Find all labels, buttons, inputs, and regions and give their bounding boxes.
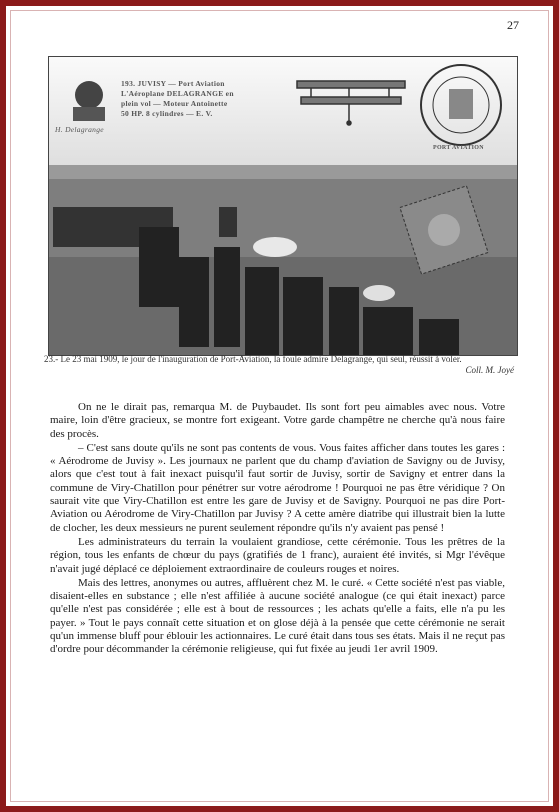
postmark-icon [421, 65, 501, 145]
photo-caption [44, 354, 516, 375]
paragraph-1: On ne le dirait pas, remarqua M. de Puybaudet. Ils sont fort peu aimables avec nous. Votre maire, loin d'être gracieux, se montre fort exigeant. Votre garde champêtre ne cherche qu'à nous faire des procès. [50, 401, 505, 440]
body-text [50, 401, 505, 658]
postcard-signature: H. Delagrange [55, 125, 104, 134]
paragraph-4: Mais des lettres, anonymes ou autres, affluèrent chez M. le curé. « Cette société n'est pas viable, disaient-elles en substance ; elle n'est affiliée à aucune société analogue (ce qui était inexact) parce qu'elle n'est pas considérée ; elle est à bout de ressources ; les achats qu'elle a faits, elle n'a pu les payer. » Tout le pays connaît cette situation et on glose déjà à la pensée que cette cérémonie ne serait qu'un immense bluff pour éblouir les actionnaires. Le curé était dans tous ses états. Mais il ne reçut pas d'ordre pour décommander la cérémonie religieuse, qui fut fixée au jeudi 1er avril 1909. [50, 576, 505, 656]
postmark-label: PORT AVIATION [433, 145, 484, 151]
postcard-photo [48, 56, 518, 356]
page-number: 27 [507, 18, 519, 32]
postcard-text-line2: L'Aéroplane DELAGRANGE en [121, 89, 234, 98]
postcard-image [49, 57, 517, 355]
portrait-icon [73, 81, 105, 121]
paragraph-2: – C'est sans doute qu'ils ne sont pas contents de vous. Vous faites afficher dans toutes les gares : « Aérodrome de Juvisy ». Les journaux ne parlent que du champ d'aviation de Savigny ou de Juvisy, alors que c'est tout à fait inexact puisqu'il faut sortir de Juvisy, sortir de Savigny et entrer dans la commune de Viry-Chatillon pour pénétrer sur votre aérodrome ! Pourquoi ne pas être véridique ? On saurait vite que Viry-Chatillon est entre les gare de Juvisy et de Savigny. Pourquoi ne pas dire Port-Aviation ou Aérodrome de Viry-Chatillon par Juvisy ? A cette amère diatribe qui illustrait bien la lutte de clocher, les deux messieurs ne purent seulement répondre qu'ils n'y avaient pas pensé ! [50, 441, 505, 534]
caption-text: 23.- Le 23 mai 1909, le jour de l'inauguration de Port-Aviation, la foule admire Delagrange, qui seul, réussit à voler. [44, 354, 462, 364]
postcard-text-line3: plein vol — Moteur Antoinette [121, 99, 228, 108]
postcard-text-line4: 50 HP. 8 cylindres — E. V. [121, 109, 213, 118]
postcard-text-line1: 193. JUVISY — Port Aviation [121, 79, 225, 88]
paragraph-3: Les administrateurs du terrain la voulaient grandiose, cette cérémonie. Tous les prêtres de la région, tous les enfants de chœur du pays (gratifiés de 1 franc), auraient été invités, si Mgr l'évêque n'avait jugé déplacé ce déploiement extraordinaire de couleurs rouges et noires. [50, 535, 505, 575]
caption-credit: Coll. M. Joyé [465, 365, 514, 375]
